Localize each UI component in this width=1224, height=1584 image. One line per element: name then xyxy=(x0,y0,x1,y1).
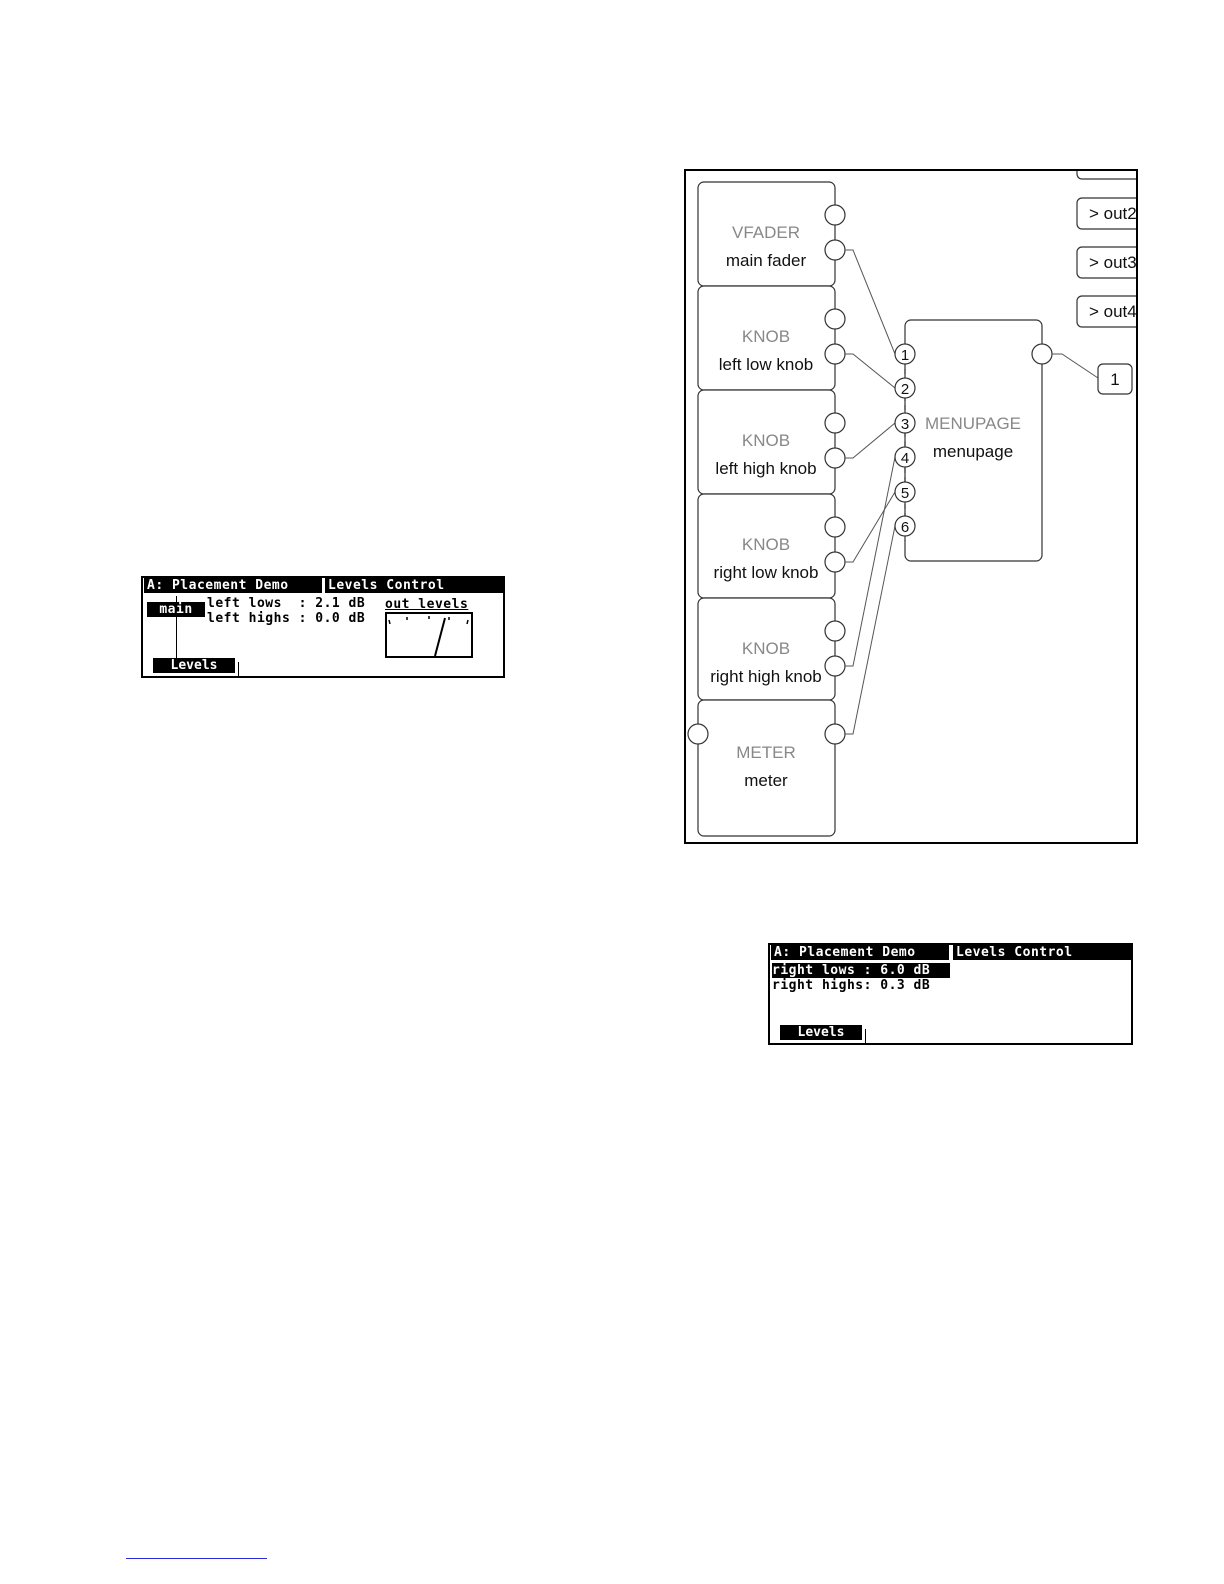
module-name-label: left high knob xyxy=(715,459,817,478)
module-box xyxy=(698,700,835,836)
out-box-partial xyxy=(1077,171,1138,179)
screen-title-left: A: Placement Demo xyxy=(144,578,322,593)
right-highs-value[interactable]: right highs: 0.3 dB xyxy=(772,978,931,993)
module-input-port xyxy=(825,621,845,641)
out-box-label: > out2 xyxy=(1089,204,1137,223)
menupage-type-label: MENUPAGE xyxy=(924,414,1022,433)
module-name-label: right high knob xyxy=(710,667,822,686)
module-output-port xyxy=(825,344,845,364)
module-input-port xyxy=(825,517,845,537)
menupage-input-number: 3 xyxy=(900,416,910,433)
footnote-rule xyxy=(126,1558,267,1559)
module-name-label: main fader xyxy=(725,251,807,270)
menupage-box xyxy=(905,320,1042,561)
left-highs-value[interactable]: left highs : 0.0 dB xyxy=(207,611,366,626)
out-box-label: > out4 xyxy=(1089,302,1137,321)
module-input-port xyxy=(688,724,708,744)
patch-wire xyxy=(845,492,895,562)
menupage-input-number: 5 xyxy=(900,485,910,502)
module-name-label: right low knob xyxy=(713,563,819,582)
levels-tab-button[interactable]: Levels xyxy=(780,1025,862,1040)
menupage-output-port xyxy=(1032,344,1052,364)
menupage-name-label: menupage xyxy=(932,442,1014,461)
right-lows-value[interactable]: right lows : 6.0 dB xyxy=(772,963,950,978)
menupage-input-number: 4 xyxy=(900,450,910,467)
module-type-label: KNOB xyxy=(741,639,791,658)
patch-diagram xyxy=(684,169,1138,844)
patch-wire xyxy=(845,354,895,388)
module-input-port xyxy=(825,309,845,329)
module-output-port xyxy=(825,724,845,744)
lcd-screen-right xyxy=(768,943,1133,1045)
patch-wire xyxy=(845,250,895,354)
output-wire xyxy=(1052,354,1098,378)
module-type-label: KNOB xyxy=(741,327,791,346)
module-type-label: KNOB xyxy=(741,431,791,450)
module-output-port xyxy=(825,240,845,260)
patch-wire xyxy=(845,423,895,458)
module-input-port xyxy=(825,413,845,433)
module-type-label: VFADER xyxy=(731,223,801,242)
out-levels-meter xyxy=(385,612,473,658)
module-input-port xyxy=(825,205,845,225)
out-box-label: > out3 xyxy=(1089,253,1137,272)
menupage-input-number: 1 xyxy=(900,347,910,364)
module-output-port xyxy=(825,656,845,676)
module-name-label: meter xyxy=(744,771,788,790)
screen-title-right: Levels Control xyxy=(325,578,503,593)
patch-wire xyxy=(845,526,895,734)
module-type-label: METER xyxy=(736,743,796,762)
tree-line xyxy=(176,617,177,660)
module-output-port xyxy=(825,448,845,468)
levels-tab-button[interactable]: Levels xyxy=(153,658,235,673)
module-output-port xyxy=(825,552,845,572)
output-number-label: 1 xyxy=(1110,370,1120,389)
menupage-input-number: 6 xyxy=(900,519,910,536)
meter-needle-graphic xyxy=(387,614,471,656)
module-type-label: KNOB xyxy=(741,535,791,554)
page-main-label[interactable]: main xyxy=(147,602,205,617)
screen-title-left: A: Placement Demo xyxy=(771,945,949,960)
menupage-input-number: 2 xyxy=(900,381,910,398)
out-levels-label: out levels xyxy=(385,597,469,612)
lcd-screen-left xyxy=(141,576,505,678)
screen-title-right: Levels Control xyxy=(953,945,1131,960)
module-name-label: left low knob xyxy=(718,355,814,374)
tree-line xyxy=(176,596,177,602)
left-lows-value[interactable]: left lows : 2.1 dB xyxy=(207,596,366,611)
